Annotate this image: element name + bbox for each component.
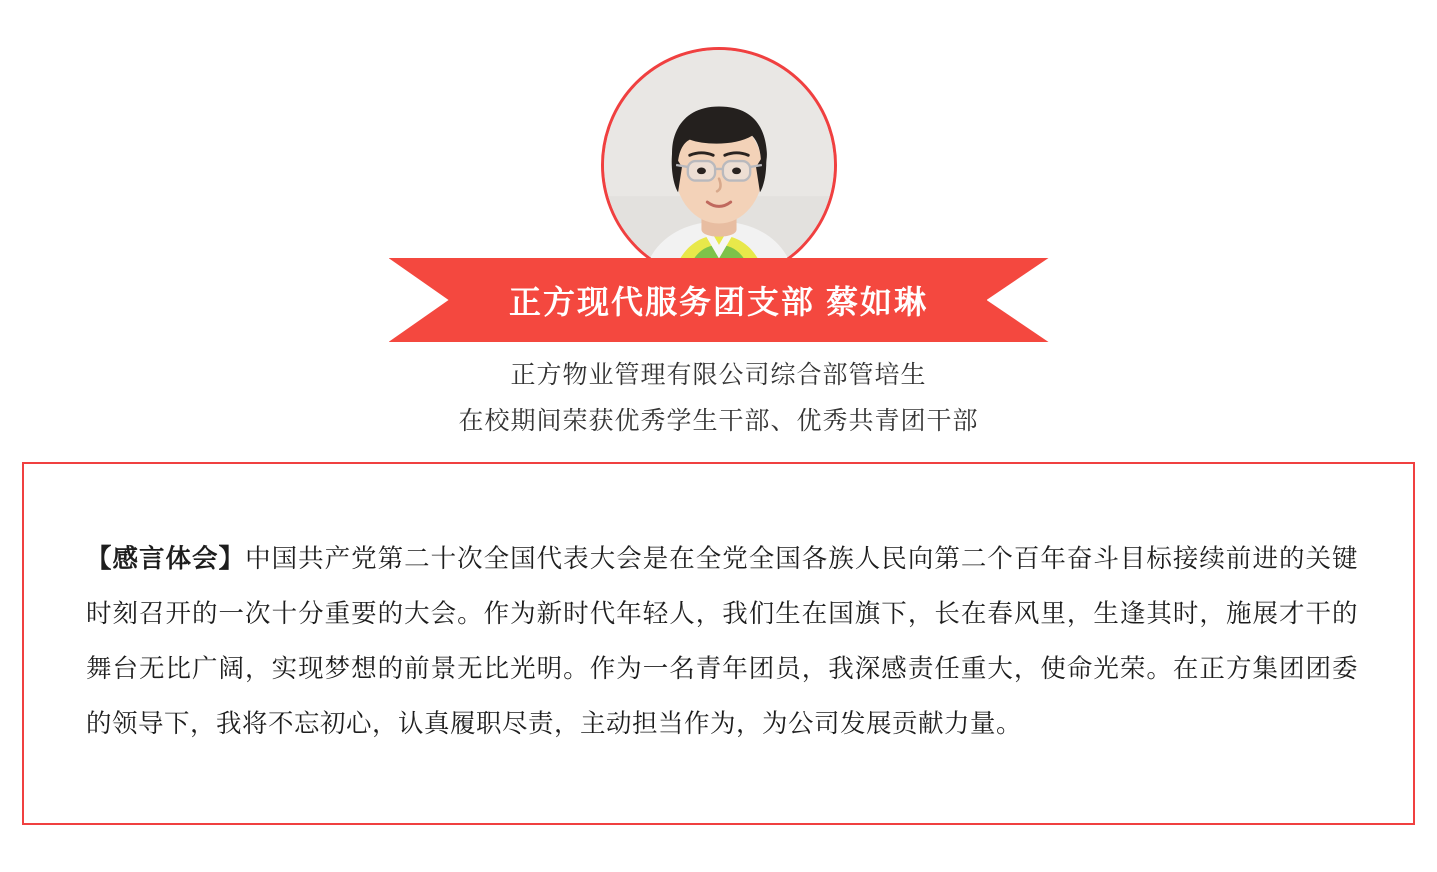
testimonial-paragraph: [86, 532, 1358, 752]
testimonial-body-text: 中国共产党第二十次全国代表大会是在全党全国各族人民向第二个百年奋斗目标接续前进的关键时刻召开的一次十分重要的大会。作为新时代年轻人，我们生在国旗下，长在春风里，生逢其时，施展才干的舞台无比广阔，实现梦想的前景无比光明。作为一名青年团员，我深感责任重大，使命光荣。在正方集团团委的领导下，我将不忘初心，认真履职尽责，主动担当作为，为公司发展贡献力量。: [86, 544, 1358, 738]
subtitle-line-honors: 在校期间荣获优秀学生干部、优秀共青团干部: [458, 407, 979, 435]
name-ribbon: [389, 258, 1049, 342]
testimonial-box: [22, 462, 1415, 825]
portrait-photo-icon: [604, 50, 834, 280]
ribbon-title: 正方现代服务团支部 蔡如琳: [509, 284, 928, 320]
testimonial-lead-label: 【感言体会】: [86, 544, 246, 573]
avatar: [601, 47, 837, 283]
subtitle-line-position: 正方物业管理有限公司综合部管培生: [510, 361, 927, 389]
subtitle-group: [0, 352, 1437, 444]
